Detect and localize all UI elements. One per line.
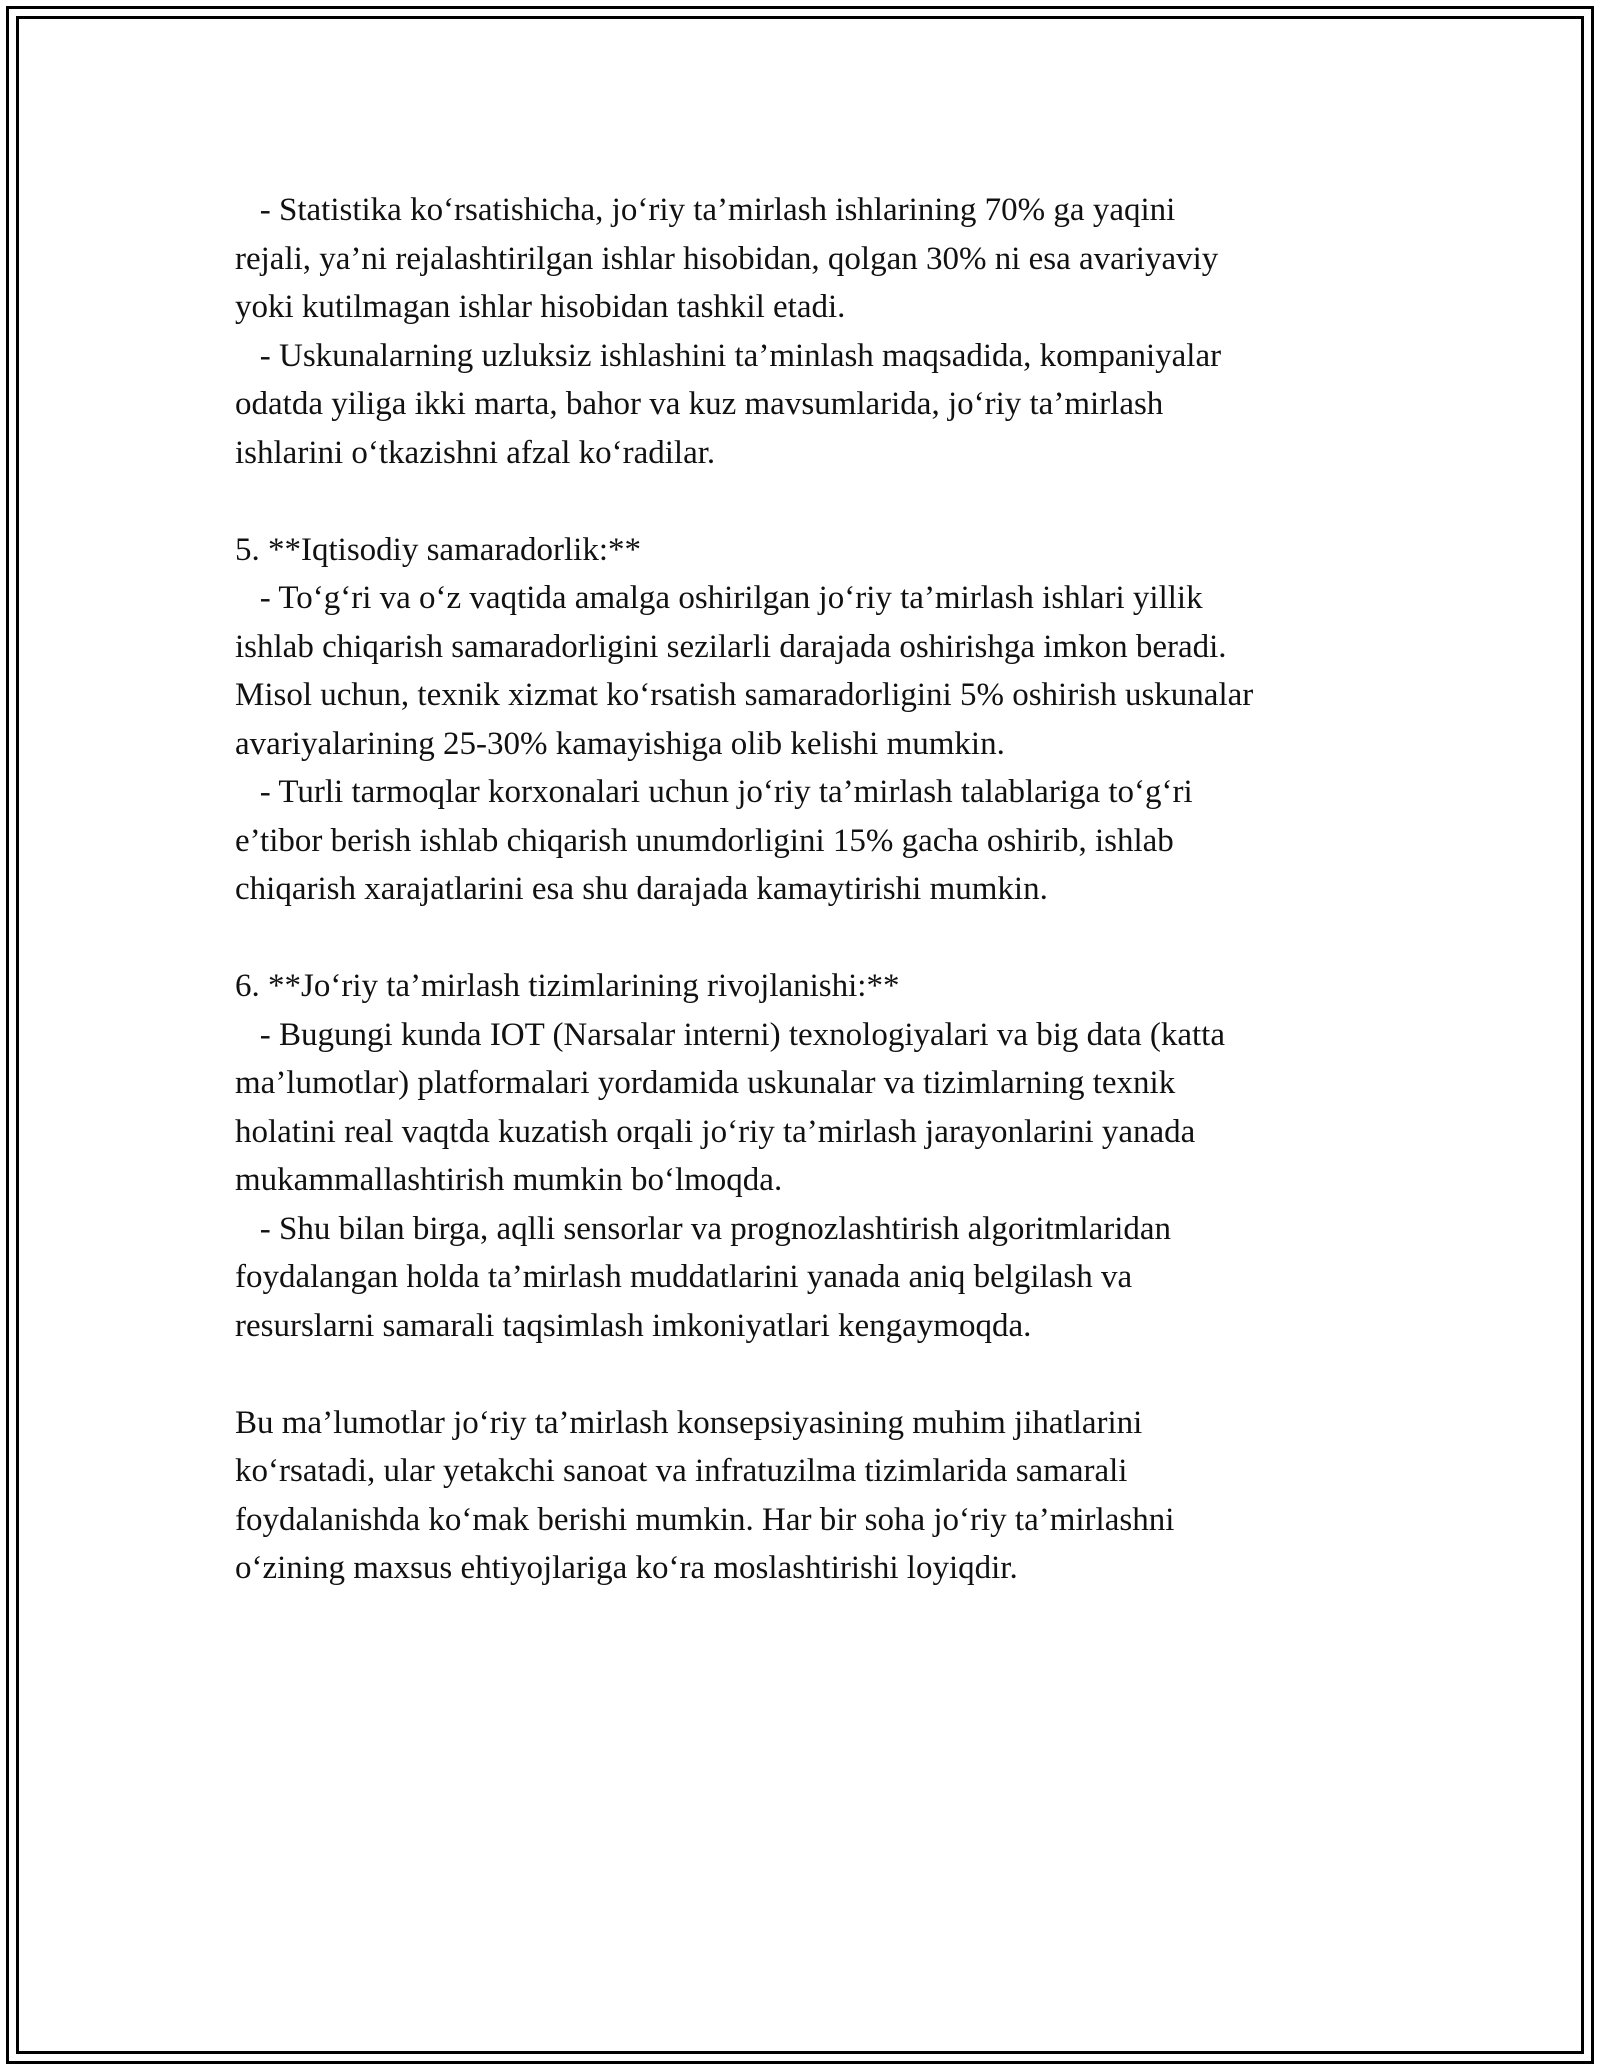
text-line: avariyalarining 25-30% kamayishiga olib kelishi mumkin. (235, 725, 1005, 762)
text-line: - Statistika ko‘rsatishicha, jo‘riy ta’mirlash ishlarining 70% ga yaqini (235, 192, 1176, 228)
text-line: foydalanishda ko‘mak berishi mumkin. Har bir soha jo‘riy ta’mirlashni (235, 1501, 1175, 1538)
text-line: - To‘g‘ri va o‘z vaqtida amalga oshirilgan jo‘riy ta’mirlash ishlari yillik (235, 580, 1203, 616)
paragraph-block (235, 186, 1385, 477)
text-line: chiqarish xarajatlarini esa shu darajada kamaytirishi mumkin. (235, 871, 1048, 907)
blank-line (235, 477, 1385, 526)
text-line: o‘zining maxsus ehtiyojlariga ko‘ra moslashtirishi loyiqdir. (235, 1550, 1018, 1586)
text-line: - Bugungi kunda IOT (Narsalar interni) texnologiyalari va big data (katta (235, 1016, 1225, 1053)
text-line: e’tibor berish ishlab chiqarish unumdorligini 15% gacha oshirib, ishlab (235, 822, 1174, 859)
paragraph-block (235, 962, 1385, 1350)
text-line: - Uskunalarning uzluksiz ishlashini ta’minlash maqsadida, kompaniyalar (235, 337, 1222, 374)
text-line: odatda yiliga ikki marta, bahor va kuz mavsumlarida, jo‘riy ta’mirlash (235, 386, 1164, 422)
blank-line (235, 914, 1385, 963)
paragraph-block (235, 1399, 1385, 1593)
document-body (235, 186, 1385, 1593)
text-line: foydalangan holda ta’mirlash muddatlarini yanada aniq belgilash va (235, 1259, 1133, 1295)
text-line: ko‘rsatadi, ular yetakchi sanoat va infratuzilma tizimlarida samarali (235, 1453, 1128, 1489)
text-line: holatini real vaqtda kuzatish orqali jo‘riy ta’mirlash jarayonlarini yanada (235, 1113, 1196, 1150)
section-heading: 6. **Jo‘riy ta’mirlash tizimlarining rivojlanishi:** (235, 968, 900, 1004)
text-line: resurslarni samarali taqsimlash imkoniyatlari kengaymoqda. (235, 1307, 1032, 1344)
text-line: yoki kutilmagan ishlar hisobidan tashkil etadi. (235, 289, 846, 325)
text-line: Bu ma’lumotlar jo‘riy ta’mirlash konsepsiyasining muhim jihatlarini (235, 1404, 1143, 1441)
text-line: Misol uchun, texnik xizmat ko‘rsatish samaradorligini 5% oshirish uskunalar (235, 677, 1254, 713)
text-line: ishlarini o‘tkazishni afzal ko‘radilar. (235, 434, 716, 471)
text-line: ma’lumotlar) platformalari yordamida uskunalar va tizimlarning texnik (235, 1065, 1176, 1101)
blank-line (235, 1350, 1385, 1399)
section-heading: 5. **Iqtisodiy samaradorlik:** (235, 531, 642, 568)
text-line: - Turli tarmoqlar korxonalari uchun jo‘riy ta’mirlash talablariga to‘g‘ri (235, 774, 1193, 810)
text-line: ishlab chiqarish samaradorligini sezilarli darajada oshirishga imkon beradi. (235, 628, 1227, 665)
text-line: mukammallashtirish mumkin bo‘lmoqda. (235, 1162, 783, 1198)
text-line: - Shu bilan birga, aqlli sensorlar va prognozlashtirish algoritmlaridan (235, 1210, 1172, 1247)
text-line: rejali, ya’ni rejalashtirilgan ishlar hisobidan, qolgan 30% ni esa avariyaviy (235, 240, 1219, 277)
paragraph-block (235, 526, 1385, 914)
